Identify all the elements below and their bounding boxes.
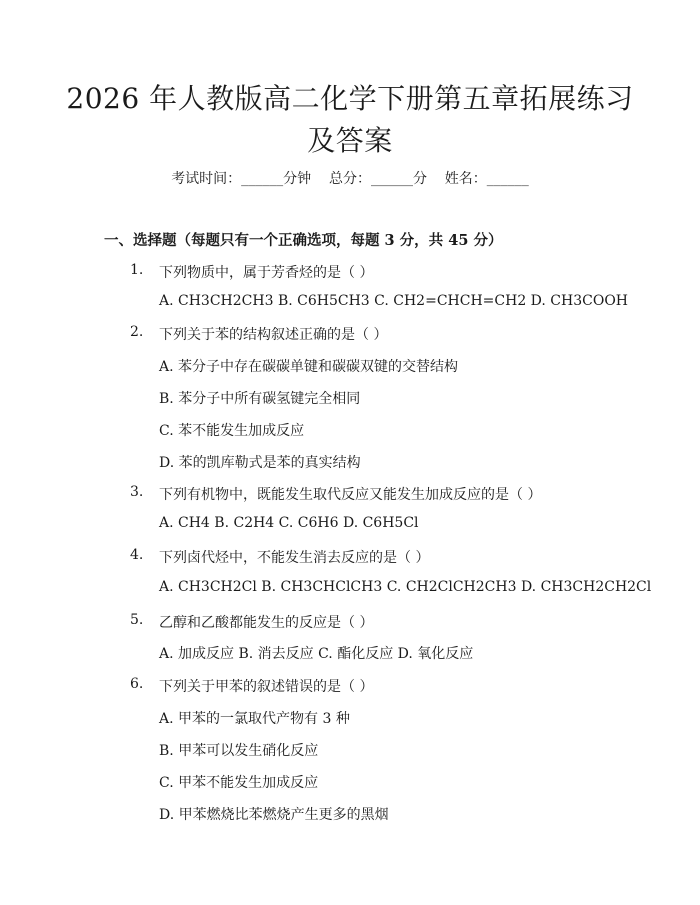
question-number: 4. (130, 547, 144, 563)
question-2-option-b: B. 苯分子中所有碳氢键完全相同 (159, 391, 361, 407)
question-number: 3. (130, 484, 144, 500)
question-5-options: A. 加成反应 B. 消去反应 C. 酯化反应 D. 氧化反应 (159, 646, 474, 662)
exam-info-line: 考试时间：______分钟 总分：______分 姓名：______ (171, 171, 529, 187)
question-number: 1. (130, 262, 144, 278)
question-text: 下列关于苯的结构叙述正确的是（ ） (159, 327, 388, 343)
question-text: 下列物质中，属于芳香烃的是（ ） (159, 265, 374, 281)
question-2-option-a: A. 苯分子中存在碳碳单键和碳碳双键的交替结构 (159, 359, 459, 375)
question-text: 乙醇和乙酸都能发生的反应是（ ） (159, 615, 374, 631)
question-number: 5. (130, 612, 144, 628)
question-1-options: A. CH3CH2CH3 B. C6H5CH3 C. CH2=CHCH=CH2 D. CH3COOH (159, 293, 628, 309)
question-text: 下列卤代烃中，不能发生消去反应的是（ ） (159, 550, 430, 566)
question-text: 下列关于甲苯的叙述错误的是（ ） (159, 679, 374, 695)
question-6-option-b: B. 甲苯可以发生硝化反应 (159, 743, 319, 759)
question-6-option-a: A. 甲苯的一氯取代产物有 3 种 (159, 711, 350, 727)
section-heading-multiple-choice: 一、选择题（每题只有一个正确选项，每题 3 分，共 45 分） (104, 232, 503, 249)
title-line-1: 2026 年人教版高二化学下册第五章拓展练习 (66, 82, 634, 115)
question-2-option-c: C. 苯不能发生加成反应 (159, 423, 305, 439)
question-4-options: A. CH3CH2Cl B. CH3CHClCH3 C. CH2ClCH2CH3 D. CH3CH2CH2Cl (159, 579, 652, 595)
title-line-2: 及答案 (307, 124, 393, 157)
document-title (60, 78, 640, 162)
question-number: 6. (130, 676, 144, 692)
question-6-option-c: C. 甲苯不能发生加成反应 (159, 775, 319, 791)
question-3-options: A. CH4 B. C2H4 C. C6H6 D. C6H5Cl (159, 515, 419, 531)
question-2-option-d: D. 苯的凯库勒式是苯的真实结构 (159, 455, 361, 471)
question-6-option-d: D. 甲苯燃烧比苯燃烧产生更多的黑烟 (159, 807, 389, 823)
question-text: 下列有机物中，既能发生取代反应又能发生加成反应的是（ ） (159, 487, 542, 503)
question-number: 2. (130, 324, 144, 340)
